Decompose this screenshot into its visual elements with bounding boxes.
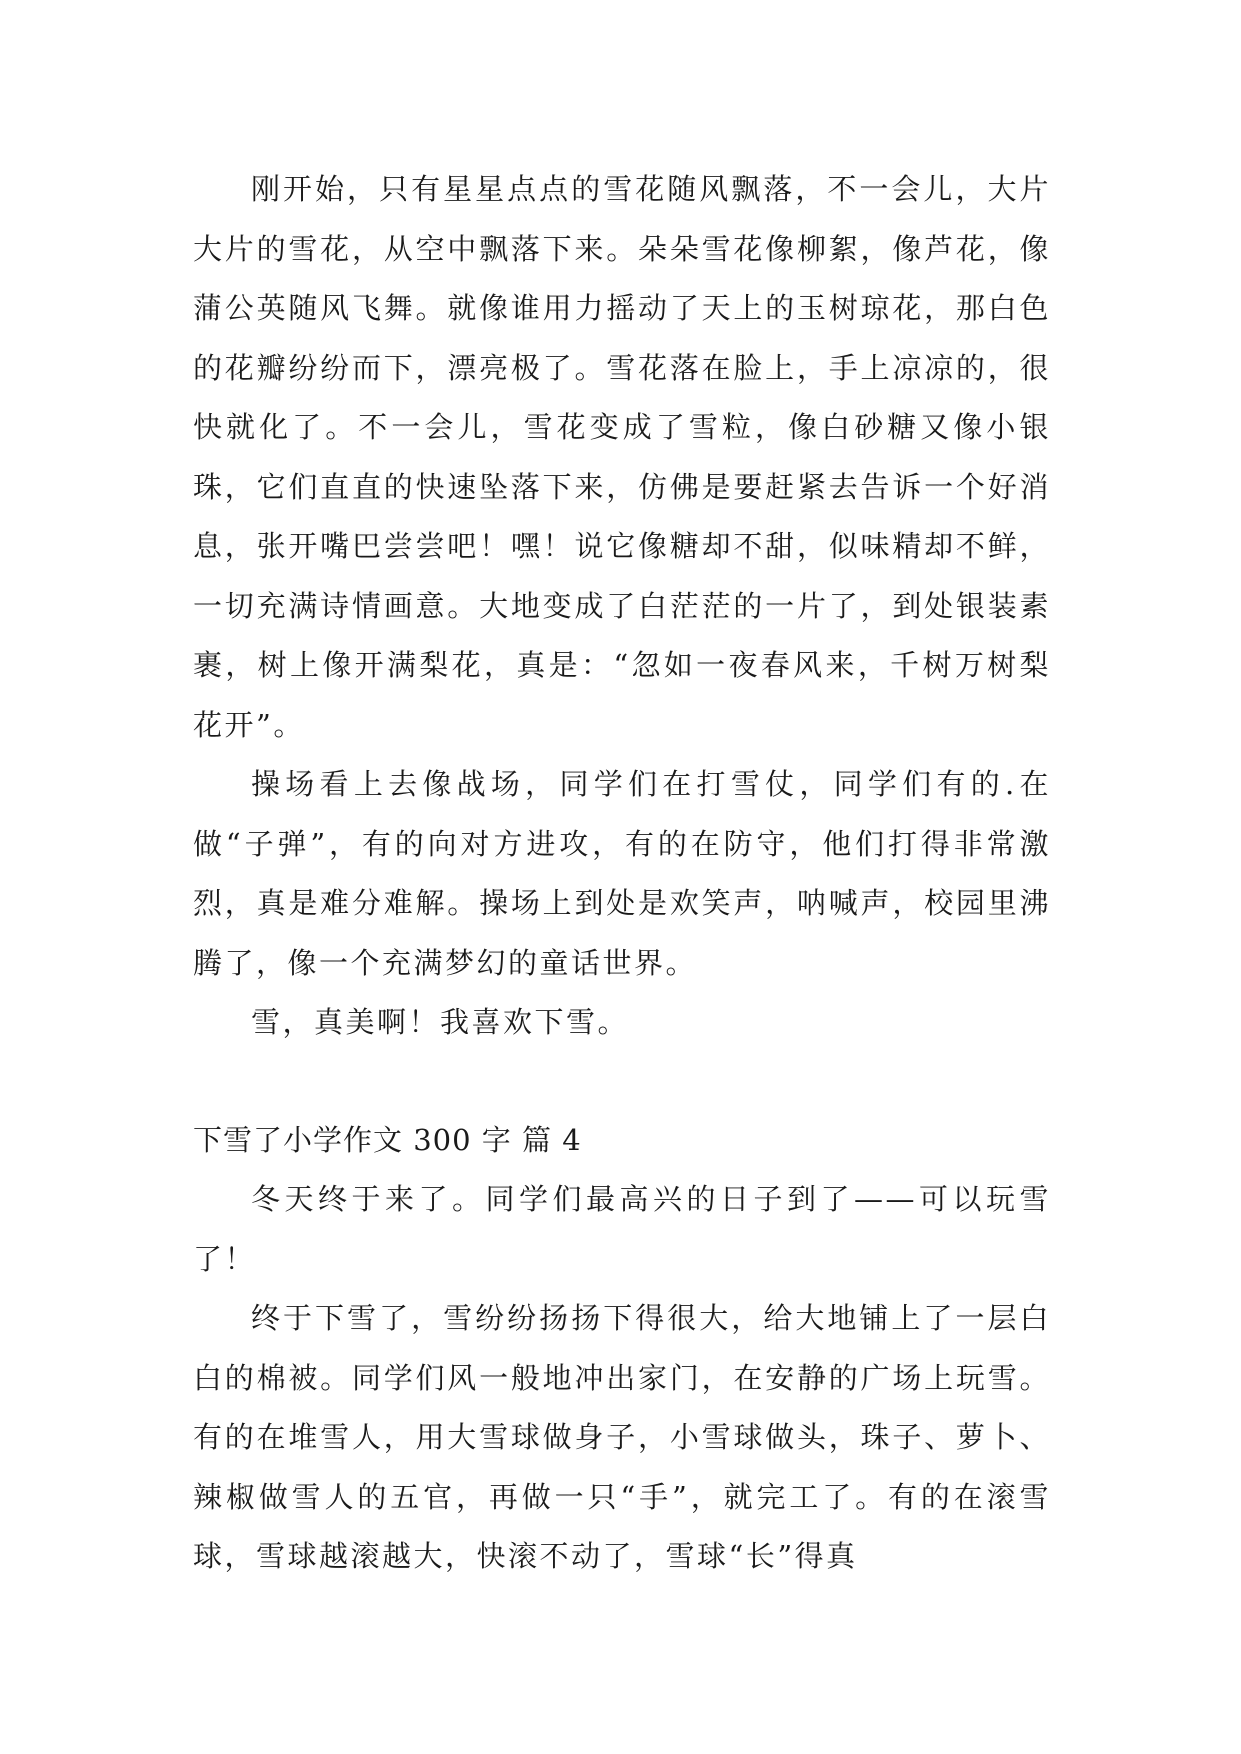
paragraph-playing-snow: 终于下雪了，雪纷纷扬扬下得很大，给大地铺上了一层白白的棉被。同学们风一般地冲出家门，在安静的广场上玩雪。有的在堆雪人，用大雪球做身子，小雪球做头，珠子、萝卜、辣椒做雪人的五官，再做一只“手”，就完工了。有的在滚雪球，雪球越滚越大，快滚不动了，雪球“长”得真 (193, 1301, 1051, 1573)
document-body (193, 160, 1051, 1587)
paragraph-snowball-fight: 操场看上去像战场，同学们在打雪仗，同学们有的.在做“子弹”，有的向对方进攻，有的在防守，他们打得非常激烈，真是难分难解。操场上到处是欢笑声，呐喊声，校园里沸腾了，像一个充满梦幻的童话世界。 (193, 767, 1051, 980)
section-heading: 下雪了小学作文 300 字 篇 4 (193, 1122, 582, 1157)
paragraph-conclusion: 雪，真美啊！我喜欢下雪。 (251, 1005, 630, 1039)
paragraph-winter-arrives: 冬天终于来了。同学们最高兴的日子到了——可以玩雪了！ (193, 1182, 1051, 1276)
paragraph-snowfall: 刚开始，只有星星点点的雪花随风飘落，不一会儿，大片大片的雪花，从空中飘落下来。朵朵雪花像柳絮，像芦花，像蒲公英随风飞舞。就像谁用力摇动了天上的玉树琼花，那白色的花瓣纷纷而下，漂亮极了。雪花落在脸上，手上凉凉的，很快就化了。不一会儿，雪花变成了雪粒，像白砂糖又像小银珠，它们直直的快速坠落下来，仿佛是要赶紧去告诉一个好消息，张开嘴巴尝尝吧！嘿！说它像糖却不甜，似味精却不鲜，一切充满诗情画意。大地变成了白茫茫的一片了，到处银装素裹，树上像开满梨花，真是：“忽如一夜春风来，千树万树梨花开”。 (193, 172, 1051, 742)
